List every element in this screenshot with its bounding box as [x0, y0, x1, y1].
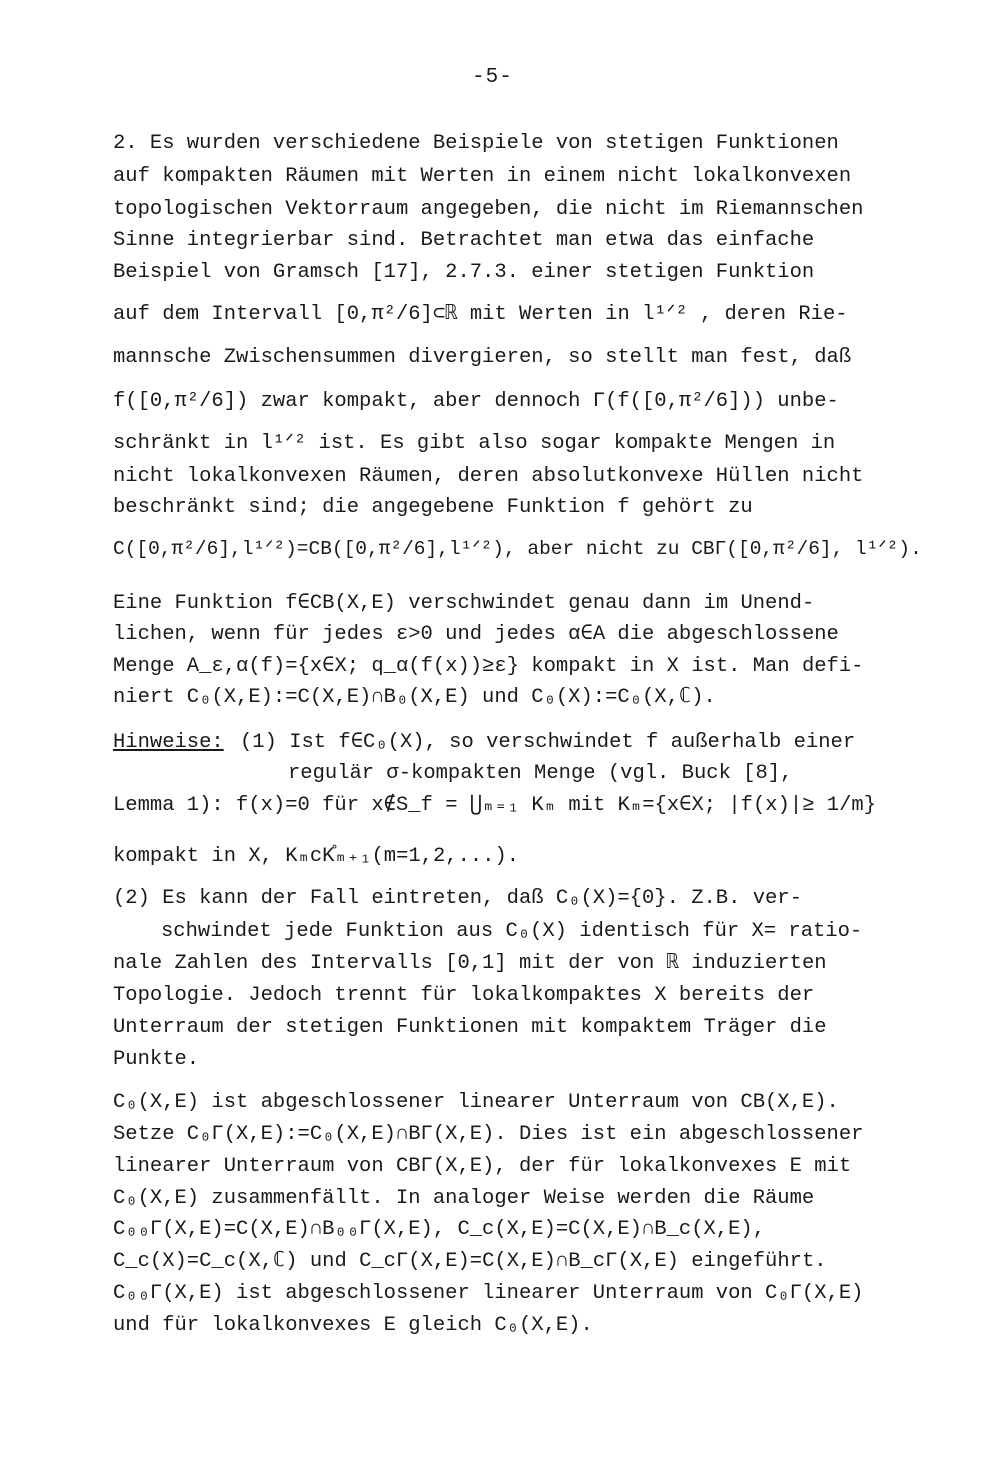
text-line: f([0,π²/6]) zwar kompakt, aber dennoch Γ(f([0,π²/6])) unbe- [113, 390, 839, 413]
text-line: Unterraum der stetigen Funktionen mit kompaktem Träger die [113, 1016, 827, 1039]
text-line: C_c(X)=C_c(X,ℂ) und C_cΓ(X,E)=C(X,E)∩B_cΓ(X,E) eingeführt. [113, 1250, 827, 1273]
text-line: C₀(X,E) ist abgeschlossener linearer Unterraum von CB(X,E). [113, 1091, 839, 1114]
text-line: und für lokalkonvexes E gleich C₀(X,E). [113, 1314, 593, 1337]
hinweise-heading: Hinweise: [113, 731, 224, 754]
text-line: nale Zahlen des Intervalls [0,1] mit der von ℝ induzierten [113, 952, 827, 975]
page-number: -5- [472, 66, 513, 89]
text-line: Menge A_ε,α(f)={x∈X; q_α(f(x))≥ε} kompakt in X ist. Man defi- [113, 655, 864, 678]
text-line: beschränkt sind; die angegebene Funktion f gehört zu [113, 496, 753, 519]
text-line: nicht lokalkonvexen Räumen, deren absolutkonvexe Hüllen nicht [113, 465, 864, 488]
text-line: lichen, wenn für jedes ε>0 und jedes α∈A die abgeschlossene [113, 623, 839, 646]
text-line: schwindet jede Funktion aus C₀(X) identisch für X= ratio- [161, 920, 863, 943]
text-line: Punkte. [113, 1048, 200, 1071]
text-line: mannsche Zwischensummen divergieren, so stellt man fest, daß [113, 346, 852, 369]
text-line: (2) Es kann der Fall eintreten, daß C₀(X)={0}. Z.B. ver- [113, 887, 802, 910]
text-line: C([0,π²/6],l¹ᐟ²)=CB([0,π²/6],l¹ᐟ²), aber nicht zu CBΓ([0,π²/6], l¹ᐟ²). [113, 538, 922, 560]
text-line: kompakt in X, KₘcK̊ₘ₊₁(m=1,2,...). [113, 845, 520, 868]
text-line: C₀₀Γ(X,E)=C(X,E)∩B₀₀Γ(X,E), C_c(X,E)=C(X,E)∩B_c(X,E), [113, 1218, 766, 1241]
text-line: Setze C₀Γ(X,E):=C₀(X,E)∩BΓ(X,E). Dies ist ein abgeschlossener [113, 1123, 864, 1146]
text-line: Beispiel von Gramsch [17], 2.7.3. einer stetigen Funktion [113, 261, 815, 284]
text-line: linearer Unterraum von CBΓ(X,E), der für lokalkonvexes E mit [113, 1155, 852, 1178]
text-line: Topologie. Jedoch trennt für lokalkompaktes X bereits der [113, 984, 815, 1007]
text-line: niert C₀(X,E):=C(X,E)∩B₀(X,E) und C₀(X):=C₀(X,ℂ). [113, 686, 716, 709]
text-line: schränkt in l¹ᐟ² ist. Es gibt also sogar kompakte Mengen in [113, 432, 836, 455]
text-line: C₀₀Γ(X,E) ist abgeschlossener linearer Unterraum von C₀Γ(X,E) [113, 1282, 864, 1305]
text-line: Eine Funktion f∈CB(X,E) verschwindet genau dann im Unend- [113, 592, 815, 615]
text-line: C₀(X,E) zusammenfällt. In analoger Weise werden die Räume [113, 1187, 815, 1210]
text-line: auf dem Intervall [0,π²/6]⊂ℝ mit Werten in l¹ᐟ² , deren Rie- [113, 303, 848, 326]
text-line: topologischen Vektorraum angegeben, die nicht im Riemannschen [113, 198, 864, 221]
text-line: Lemma 1): f(x)=0 für x∉S_f = ⋃ₘ₌₁ Kₘ mit Kₘ={x∈X; |f(x)|≥ 1/m} [113, 794, 877, 817]
text-line: Sinne integrierbar sind. Betrachtet man etwa das einfache [113, 229, 815, 252]
text-line: auf kompakten Räumen mit Werten in einem nicht lokalkonvexen [113, 165, 852, 188]
text-line: regulär σ-kompakten Menge (vgl. Buck [8], [288, 762, 793, 785]
text-line: 2. Es wurden verschiedene Beispiele von stetigen Funktionen [113, 132, 839, 155]
text-line: (1) Ist f∈C₀(X), so verschwindet f außerhalb einer [240, 731, 856, 754]
